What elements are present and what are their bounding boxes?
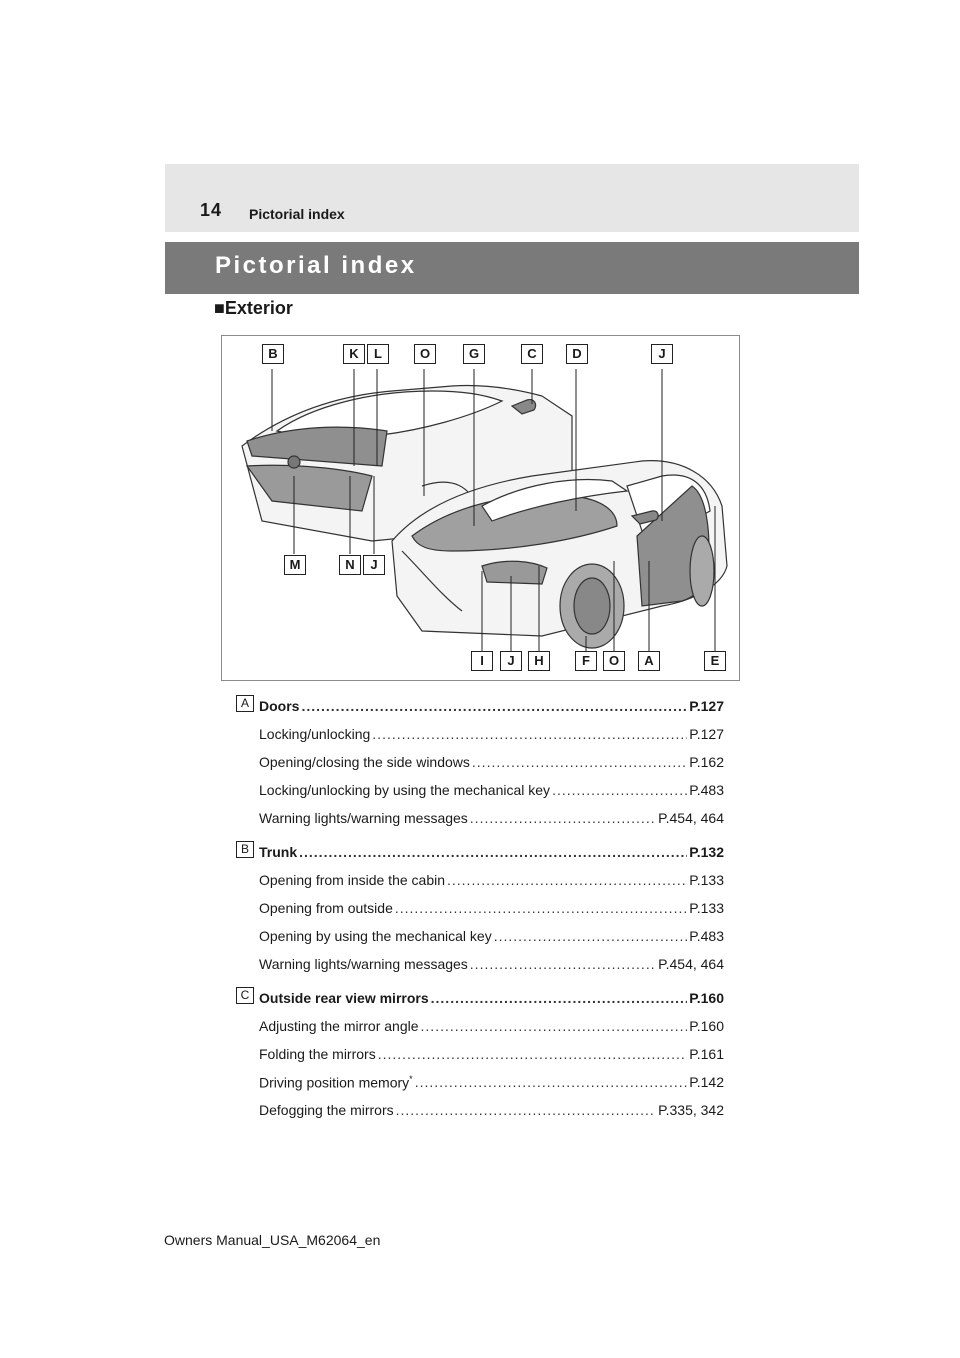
- page-ref: P.483: [689, 928, 724, 944]
- running-header: Pictorial index: [249, 206, 345, 222]
- entry-item[interactable]: Folding the mirrors ..... P.161: [259, 1040, 724, 1068]
- callout-label: J: [651, 344, 673, 364]
- page-ref: P.160: [689, 990, 724, 1006]
- callout-label: M: [284, 555, 306, 575]
- page-title: Pictorial index: [215, 252, 417, 279]
- entry-item[interactable]: Locking/unlocking by using the mechanical key ..... P.483: [259, 776, 724, 804]
- page-ref: P.132: [689, 844, 724, 860]
- callout-label: J: [500, 651, 522, 671]
- page-ref: P.133: [689, 872, 724, 888]
- entry-tag: C: [236, 987, 254, 1004]
- callout-label: K: [343, 344, 365, 364]
- callout-label: E: [704, 651, 726, 671]
- page-ref: P.454, 464: [658, 956, 724, 972]
- callout-label: N: [339, 555, 361, 575]
- car-illustration: [222, 336, 741, 682]
- index-entry: [236, 838, 724, 978]
- callout-label: O: [414, 344, 436, 364]
- callout-label: L: [367, 344, 389, 364]
- callout-label: I: [471, 651, 493, 671]
- callout-label: A: [638, 651, 660, 671]
- entry-item[interactable]: Opening from inside the cabin ..... P.133: [259, 866, 724, 894]
- entry-item[interactable]: Opening/closing the side windows ..... P.162: [259, 748, 724, 776]
- page-ref: P.133: [689, 900, 724, 916]
- page-ref: P.161: [689, 1046, 724, 1062]
- page-ref: P.142: [689, 1074, 724, 1090]
- entry-item[interactable]: Adjusting the mirror angle ..... P.160: [259, 1012, 724, 1040]
- callout-label: B: [262, 344, 284, 364]
- page-ref: P.160: [689, 1018, 724, 1034]
- entry-title-line[interactable]: [259, 838, 724, 866]
- index-entry: [236, 984, 724, 1124]
- entry-title-line[interactable]: [259, 984, 724, 1012]
- footer-doc-id: Owners Manual_USA_M62064_en: [164, 1232, 381, 1248]
- entry-title-line[interactable]: [259, 692, 724, 720]
- entry-item[interactable]: Warning lights/warning messages ..... P.454, 464: [259, 950, 724, 978]
- index-entries: [236, 692, 724, 1130]
- entry-item[interactable]: Locking/unlocking ..... P.127: [259, 720, 724, 748]
- page-ref: P.483: [689, 782, 724, 798]
- entry-item[interactable]: Defogging the mirrors ..... P.335, 342: [259, 1096, 724, 1124]
- page-ref: P.162: [689, 754, 724, 770]
- callout-label: J: [363, 555, 385, 575]
- title-band: [165, 242, 859, 294]
- callout-label: H: [528, 651, 550, 671]
- callout-label: F: [575, 651, 597, 671]
- section-heading: ■Exterior: [214, 298, 293, 318]
- page-ref: P.454, 464: [658, 810, 724, 826]
- exterior-figure: [221, 335, 740, 681]
- entry-tag: A: [236, 695, 254, 712]
- entry-item[interactable]: Driving position memory* ..... P.142: [259, 1068, 724, 1096]
- footnote-marker: *: [409, 1073, 413, 1084]
- entry-item[interactable]: Opening from outside ..... P.133: [259, 894, 724, 922]
- callout-label: D: [566, 344, 588, 364]
- page-ref: P.127: [689, 698, 724, 714]
- index-entry: [236, 692, 724, 832]
- entry-tag: B: [236, 841, 254, 858]
- page-ref: P.127: [689, 726, 724, 742]
- page-number: 14: [200, 200, 223, 220]
- page-ref: P.335, 342: [658, 1102, 724, 1118]
- entry-title: Doors: [259, 698, 300, 714]
- entry-item[interactable]: Opening by using the mechanical key ..... P.483: [259, 922, 724, 950]
- callout-label: C: [521, 344, 543, 364]
- entry-item[interactable]: Warning lights/warning messages ..... P.454, 464: [259, 804, 724, 832]
- callout-label: O: [603, 651, 625, 671]
- callout-label: G: [463, 344, 485, 364]
- entry-title: Outside rear view mirrors: [259, 990, 429, 1006]
- entry-title: Trunk: [259, 844, 298, 860]
